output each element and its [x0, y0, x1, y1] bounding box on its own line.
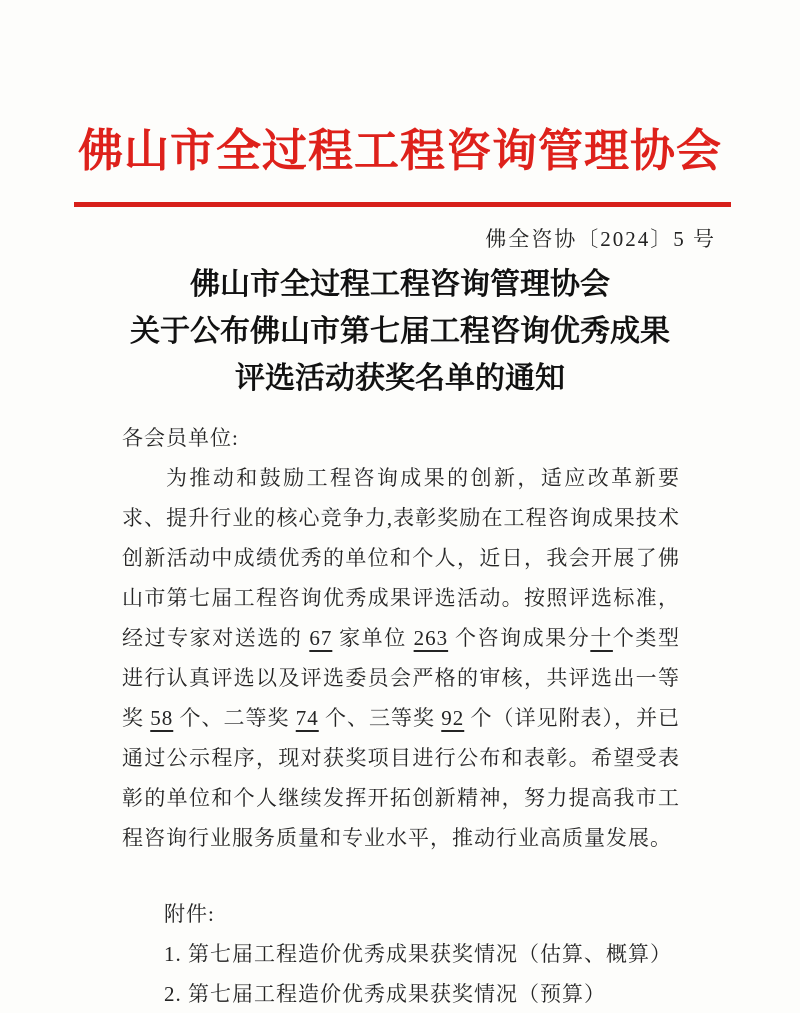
notice-title-line-3: 评选活动获奖名单的通知 — [235, 362, 565, 395]
attachment-item-2: 2. 第七届工程造价优秀成果获奖情况（预算） — [164, 982, 606, 1006]
attachments-label: 附件: — [164, 902, 215, 926]
notice-title — [0, 261, 800, 402]
letterhead-org-name: 佛山市全过程工程咨询管理协会 — [77, 126, 722, 176]
salutation: 各会员单位: — [122, 426, 239, 450]
notice-title-line-1: 佛山市全过程工程咨询管理协会 — [190, 268, 610, 301]
attachments-section — [122, 894, 680, 1013]
notice-title-line-2: 关于公布佛山市第七届工程咨询优秀成果 — [130, 315, 670, 348]
body-paragraph: 为推动和鼓励工程咨询成果的创新，适应改革新要求、提升行业的核心竞争力,表彰奖励在工程咨询成果技术创新活动中成绩优秀的单位和个人，近日，我会开展了佛山市第七届工程咨询优秀成果评选活动。按照评选标准，经过专家对送选的 67 家单位 263 个咨询成果分十个类型进行认真评选以及评选委员会严格的审核，共评选出一等奖 58 个、二等奖 74 个、三等奖 92 个（详见附表），并已通过公示程序，现对获奖项目进行公布和表彰。希望受表彰的单位和个人继续发挥开拓创新精神，努力提高我市工程咨询行业服务质量和专业水平，推动行业高质量发展。 — [122, 466, 680, 850]
attachment-item-1: 1. 第七届工程造价优秀成果获奖情况（估算、概算） — [164, 942, 672, 966]
document-reference-number: 佛全咨协〔2024〕5 号 — [485, 227, 716, 251]
letterhead-red-divider — [74, 202, 731, 207]
notice-body — [122, 418, 680, 1013]
